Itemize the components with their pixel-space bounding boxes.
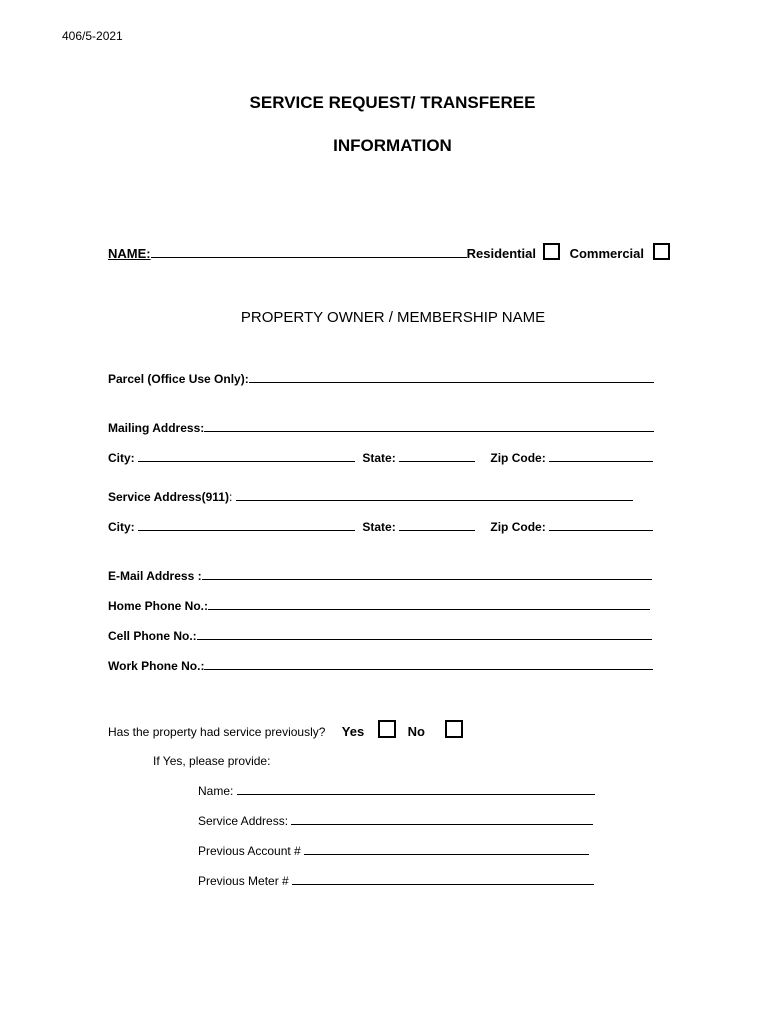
prior-service-row (108, 720, 463, 739)
service-address-label: Service Address(911) (108, 490, 229, 504)
state-label: State: (362, 451, 396, 465)
no-checkbox[interactable] (445, 720, 463, 738)
prev-name-row (198, 784, 595, 798)
cell-phone-field[interactable] (197, 629, 652, 640)
section-heading: PROPERTY OWNER / MEMBERSHIP NAME (240, 309, 546, 326)
residential-label: Residential (466, 246, 536, 261)
name-label: NAME: (108, 246, 151, 261)
work-phone-label: Work Phone No.: (108, 659, 205, 673)
cell-phone-label: Cell Phone No.: (108, 629, 197, 643)
zip-label: Zip Code: (490, 451, 546, 465)
prev-service-address-label: Service Address: (198, 814, 289, 828)
service-address-row (108, 490, 633, 504)
mailing-address-label: Mailing Address: (108, 421, 205, 435)
mailing-city-field[interactable] (138, 451, 355, 462)
zip-label: Zip Code: (490, 520, 546, 534)
prev-account-label: Previous Account # (198, 844, 301, 858)
mailing-address-row (108, 421, 654, 435)
prev-name-field[interactable] (237, 784, 595, 795)
if-yes-instruction: If Yes, please provide: (153, 754, 271, 768)
cell-phone-row (108, 629, 652, 643)
prev-account-field[interactable] (304, 844, 589, 855)
service-city-row (108, 520, 653, 534)
prev-meter-row (198, 874, 594, 888)
email-row (108, 569, 652, 583)
mailing-state-field[interactable] (399, 451, 475, 462)
city-label: City: (108, 451, 135, 465)
parcel-field[interactable] (249, 372, 654, 383)
work-phone-field[interactable] (204, 659, 653, 670)
parcel-row (108, 372, 654, 386)
prev-account-row (198, 844, 589, 858)
state-label: State: (362, 520, 396, 534)
name-field[interactable] (151, 247, 467, 258)
home-phone-row (108, 599, 650, 613)
service-state-field[interactable] (399, 520, 475, 531)
email-field[interactable] (202, 569, 652, 580)
service-address-field[interactable] (236, 490, 633, 501)
form-title-line2: INFORMATION (333, 136, 452, 155)
document-id: 406/5-2021 (62, 29, 123, 43)
mailing-address-field[interactable] (204, 421, 654, 432)
mailing-city-row (108, 451, 653, 465)
no-label: No (407, 724, 425, 739)
city-label: City: (108, 520, 135, 534)
service-zip-field[interactable] (549, 520, 653, 531)
service-address-colon: : (228, 490, 233, 504)
prev-meter-field[interactable] (292, 874, 594, 885)
name-row (108, 243, 670, 261)
prev-service-address-field[interactable] (291, 814, 593, 825)
mailing-zip-field[interactable] (549, 451, 653, 462)
prev-meter-label: Previous Meter # (198, 874, 289, 888)
work-phone-row (108, 659, 653, 673)
commercial-checkbox[interactable] (653, 243, 670, 260)
prev-name-label: Name: (198, 784, 234, 798)
service-city-field[interactable] (138, 520, 355, 531)
parcel-label: Parcel (Office Use Only): (108, 372, 249, 386)
home-phone-label: Home Phone No.: (108, 599, 209, 613)
commercial-label: Commercial (569, 246, 645, 261)
prev-service-address-row (198, 814, 593, 828)
residential-checkbox[interactable] (543, 243, 560, 260)
prior-service-question: Has the property had service previously? (108, 725, 326, 739)
email-label: E-Mail Address : (108, 569, 202, 583)
yes-label: Yes (341, 724, 365, 739)
home-phone-field[interactable] (208, 599, 650, 610)
yes-checkbox[interactable] (378, 720, 396, 738)
form-title-line1: SERVICE REQUEST/ TRANSFEREE (249, 93, 536, 112)
